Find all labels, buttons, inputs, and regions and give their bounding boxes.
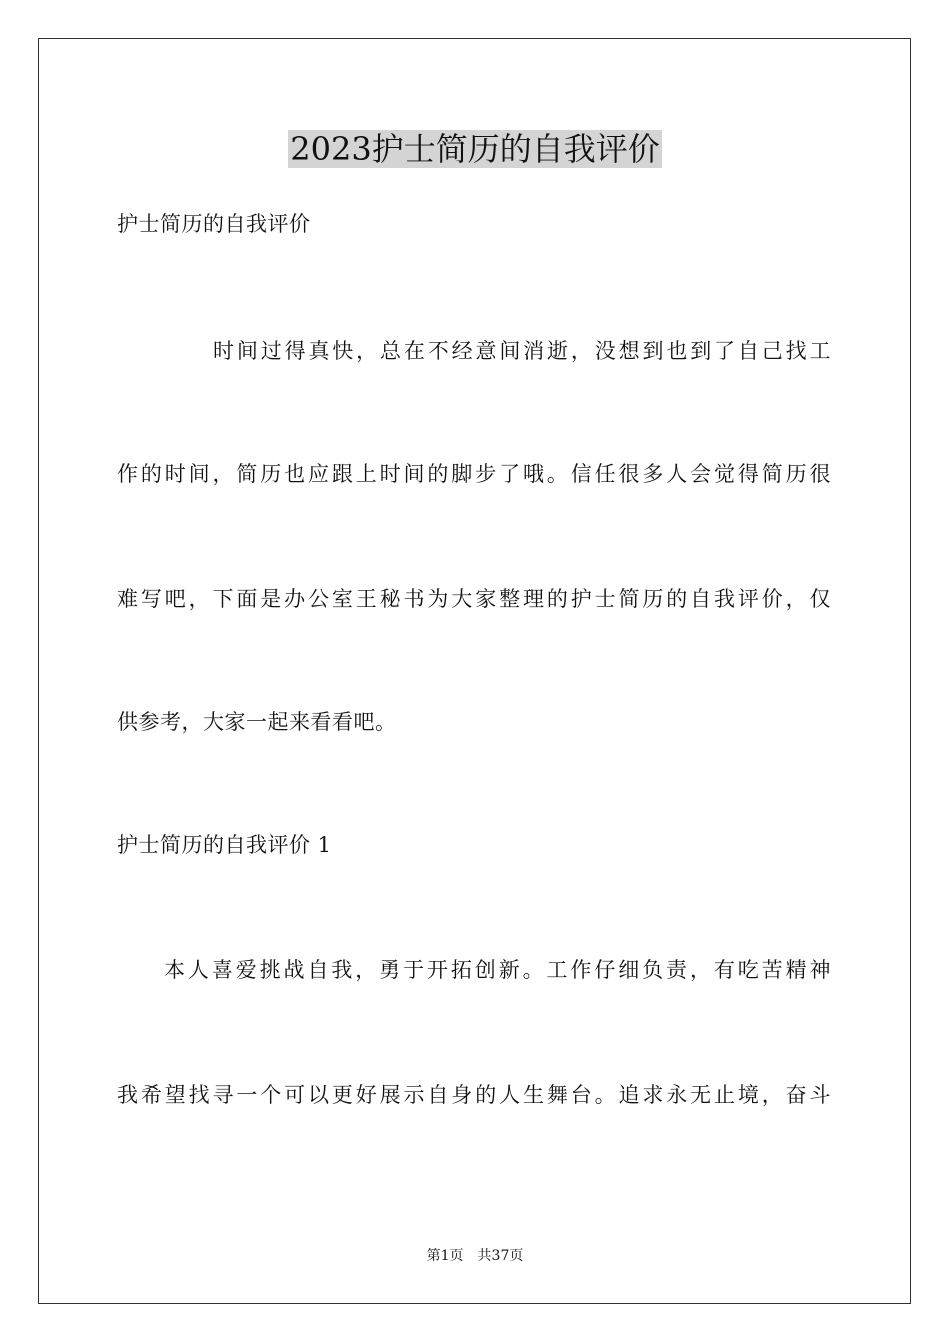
section-heading: 护士简历的自我评价 1 bbox=[117, 833, 332, 857]
intro-paragraph-line-2: 作的时间，简历也应跟上时间的脚步了哦。信任很多人会觉得简历很 bbox=[117, 462, 831, 486]
intro-paragraph-line-4: 供参考，大家一起来看看吧。 bbox=[117, 710, 397, 734]
document-title-text: 2023护士简历的自我评价 bbox=[290, 130, 660, 168]
document-subtitle: 护士简历的自我评价 bbox=[117, 212, 311, 236]
intro-paragraph-line-1: 时间过得真快，总在不经意间消逝，没想到也到了自己找工 bbox=[213, 339, 831, 363]
page-number: 第1页 bbox=[426, 1248, 464, 1264]
intro-paragraph-line-3: 难写吧，下面是办公室王秘书为大家整理的护士简历的自我评价，仅 bbox=[117, 587, 831, 611]
section-paragraph-line-1: 本人喜爱挑战自我，勇于开拓创新。工作仔细负责，有吃苦精神 bbox=[164, 958, 831, 982]
page-footer bbox=[0, 1246, 950, 1266]
document-title bbox=[0, 126, 950, 172]
section-paragraph-line-2: 我希望找寻一个可以更好展示自身的人生舞台。追求永无止境，奋斗 bbox=[117, 1083, 831, 1107]
page-total: 共37页 bbox=[477, 1248, 524, 1264]
